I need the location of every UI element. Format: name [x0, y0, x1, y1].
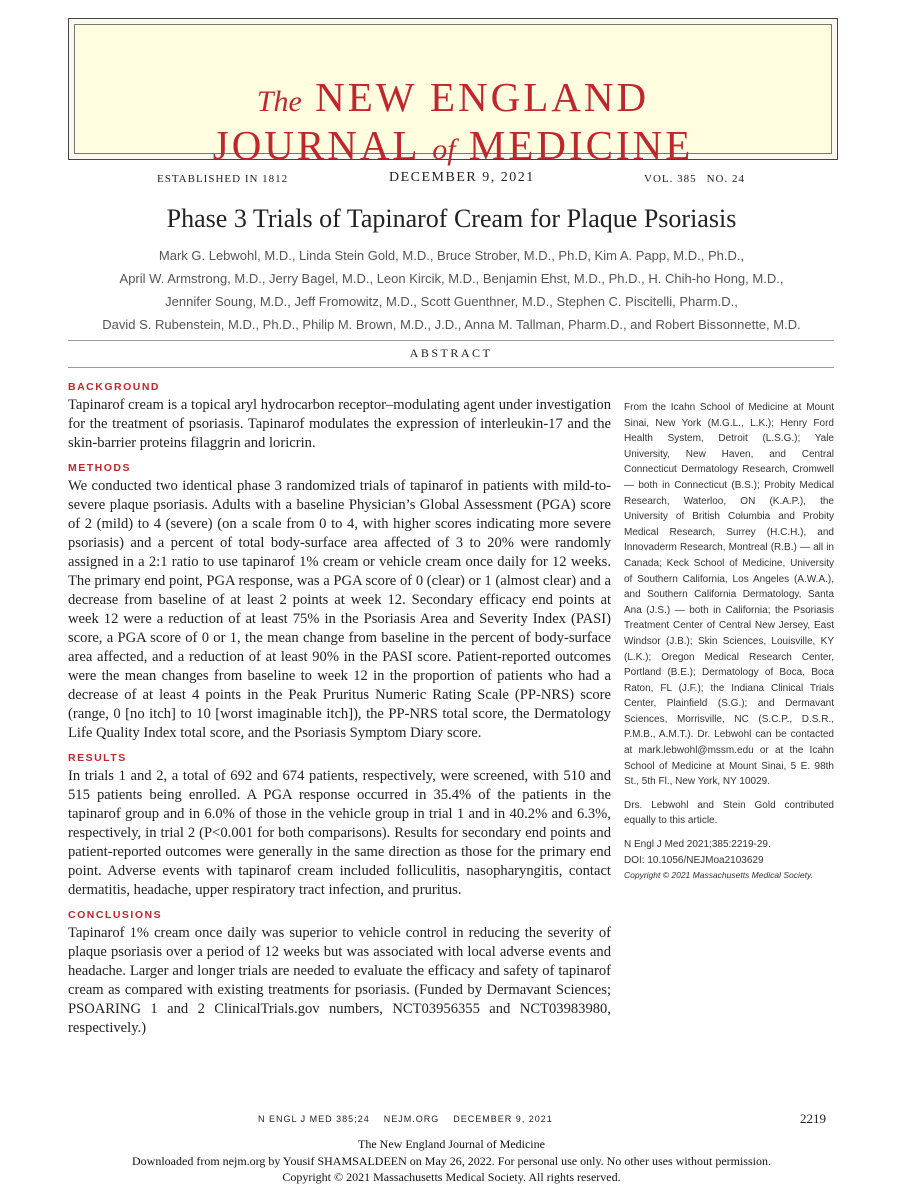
- masthead-journal: JOURNAL: [212, 122, 419, 168]
- author-line: David S. Rubenstein, M.D., Ph.D., Philip M. Brown, M.D., J.D., Anna M. Tallman, Pharm.D., and Robert Bissonnette, M.D.: [102, 317, 801, 332]
- sidebar-notes: [624, 400, 834, 892]
- running-footer: [258, 1114, 567, 1124]
- conclusions-text: Tapinarof 1% cream once daily was superior to vehicle control in reducing the severity of plaque psoriasis over a period of 12 weeks but was associated with local adverse events and headache. Larger and longer trials are needed to evaluate the efficacy and safety of tapinarof cream as compared with existing treatments for psoriasis. (Funded by Dermavant Sciences; PSOARING 1 and 2 ClinicalTrials.gov numbers, NCT03956355 and NCT03983980, respectively.): [68, 925, 611, 1036]
- footer-journal-ref: N ENGL J MED 385;24: [258, 1114, 370, 1124]
- page-number: 2219: [800, 1111, 826, 1126]
- masthead-line-2: [75, 122, 831, 168]
- citation: N Engl J Med 2021;385:2219-29.: [624, 839, 771, 851]
- footer-site: NEJM.ORG: [383, 1114, 440, 1124]
- results-heading: RESULTS: [68, 752, 127, 764]
- issue-date: DECEMBER 9, 2021: [389, 170, 535, 185]
- author-line: Mark G. Lebwohl, M.D., Linda Stein Gold, M.D., Bruce Strober, M.D., Ph.D, Kim A. Papp, M.D., Ph.D.,: [158, 248, 745, 263]
- download-journal-name: The New England Journal of Medicine: [358, 1137, 545, 1151]
- footer-date: DECEMBER 9, 2021: [453, 1114, 553, 1124]
- methods-text: We conducted two identical phase 3 randomized trials of tapinarof in patients with mild-to-severe plaque psoriasis. Adults with a baseline Physician’s Global Assessment (PGA) score of 2 (mild) to 4 (severe) (on a scale from 0 to 4, with higher scores indicating more severe psoriasis) and a percent of total body-surface area affected of 3 to 20% were randomly assigned in a 2:1 ratio to use tapinarof 1% cream or vehicle cream once daily for 12 weeks. The primary end point, PGA response, was a PGA score of 0 (clear) or 1 (almost clear) and a decrease from baseline of at least 2 points at week 12. Secondary efficacy end points at week 12 were a reduction of at least 75% in the Psoriasis Area and Severity Index (PASI) score, a PGA score of 0 or 1, the mean change from baseline in the percent of body-surface area affected, and a reduction of at least 90% in the PASI score. Patient-reported outcomes were the mean changes from baseline to week 12 in the proportion of patients who had a decrease of at least 4 points in the Peak Pruritus Numeric Rating Scale (PP-NRS) score (range, 0 [no itch] to 10 [worst imaginable itch]), the PP-NRS total score, the Dermatology Life Quality Index total score, and the Psoriasis Symptom Diary score.: [68, 478, 611, 741]
- download-notice: Downloaded from nejm.org by Yousif SHAMSALDEEN on May 26, 2022. For personal use only. No other uses without permission.: [132, 1154, 771, 1168]
- volume: VOL. 385: [644, 173, 697, 185]
- background-heading: BACKGROUND: [68, 381, 160, 393]
- author-line: April W. Armstrong, M.D., Jerry Bagel, M.D., Leon Kircik, M.D., Benjamin Ehst, M.D., Ph.D., H. Chih-ho Hong, M.D.,: [119, 271, 784, 286]
- masthead-medicine: MEDICINE: [468, 122, 694, 168]
- volume-number: [644, 173, 755, 185]
- download-copyright: Copyright © 2021 Massachusetts Medical Society. All rights reserved.: [282, 1170, 621, 1184]
- author-list: [60, 244, 843, 336]
- masthead-of: of: [432, 133, 456, 166]
- author-line: Jennifer Soung, M.D., Jeff Fromowitz, M.D., Scott Guenthner, M.D., Stephen C. Piscitelli, Pharm.D.,: [165, 294, 738, 309]
- masthead-line-1: [75, 74, 831, 120]
- affiliations-text: From the Icahn School of Medicine at Mount Sinai, New York (M.G.L., L.K.); Henry Ford Health System, Detroit (L.S.G.); Yale University, New Haven, and Central Connecticut Dermatology Research, Cromwell — both in Connecticut (B.S.); Probity Medical Research, Waterloo, ON (K.A.P.), the University of British Columbia and Probity Medical Research, Surrey (H.C.H.), and Innovaderm Research, Montreal (R.B.) — all in Canada; Keck School of Medicine, University of Southern California, Los Angeles (A.W.A.), and Southern California Dermatology, Santa Ana (J.S.) — both in California; the Psoriasis Treatment Center of Central New Jersey, East Windsor (J.B.); Skin Sciences, Louisville, KY (L.K.); Oregon Medical Research Center, Portland (B.E.); Dermatology of Boca, Boca Raton, FL (J.F.); the Indiana Clinical Trials Center, Plainfield (S.G.); and Dermavant Sciences, Morrisville, NC (S.C.P., D.S.R., P.M.B., A.M.T.). Dr. Lebwohl can be contacted at mark.lebwohl@mssm.edu or at the Icahn School of Medicine at Mount Sinai, 5 E. 98th St., 5th Fl., New York, NY 10029.: [624, 402, 834, 788]
- masthead-new-england: NEW ENGLAND: [315, 74, 650, 120]
- masthead-inner-frame: [74, 24, 832, 168]
- background-text: Tapinarof cream is a topical aryl hydrocarbon receptor–modulating agent under investigation for the treatment of psoriasis. Tapinarof modulates the expression of interleukin-17 and the skin-barrier proteins filaggrin and loricrin.: [68, 397, 611, 451]
- established-line: ESTABLISHED IN 1812: [157, 173, 289, 185]
- methods-heading: METHODS: [68, 462, 131, 474]
- masthead-the: The: [256, 85, 302, 118]
- contribution-note: Drs. Lebwohl and Stein Gold contributed equally to this article.: [624, 799, 834, 827]
- sidebar-copyright: Copyright © 2021 Massachusetts Medical Society.: [624, 870, 813, 881]
- conclusions-heading: CONCLUSIONS: [68, 909, 163, 921]
- issue-number: NO. 24: [706, 173, 745, 185]
- masthead: [68, 18, 838, 168]
- results-text: In trials 1 and 2, a total of 692 and 674 patients, respectively, were screened, with 510 and 515 patients being enrolled. A PGA response occurred in 35.4% of the patients in the tapinarof group and in 6.0% of those in the vehicle group in trial 1 and in 40.2% and 6.3%, respectively, in trial 2 (P<0.001 for both comparisons). Results for secondary end points and patient-reported outcomes were generally in the same direction as those for the primary end point. Adverse events with tapinarof cream included folliculitis, nasopharyngitis, contact dermatitis, headache, upper respiratory tract infection, and pruritus.: [68, 768, 611, 898]
- abstract-body: [68, 378, 611, 1044]
- abstract-label: ABSTRACT: [68, 340, 834, 368]
- article-title: Phase 3 Trials of Tapinarof Cream for Plaque Psoriasis: [166, 204, 737, 233]
- doi: DOI: 10.1056/NEJMoa2103629: [624, 854, 764, 866]
